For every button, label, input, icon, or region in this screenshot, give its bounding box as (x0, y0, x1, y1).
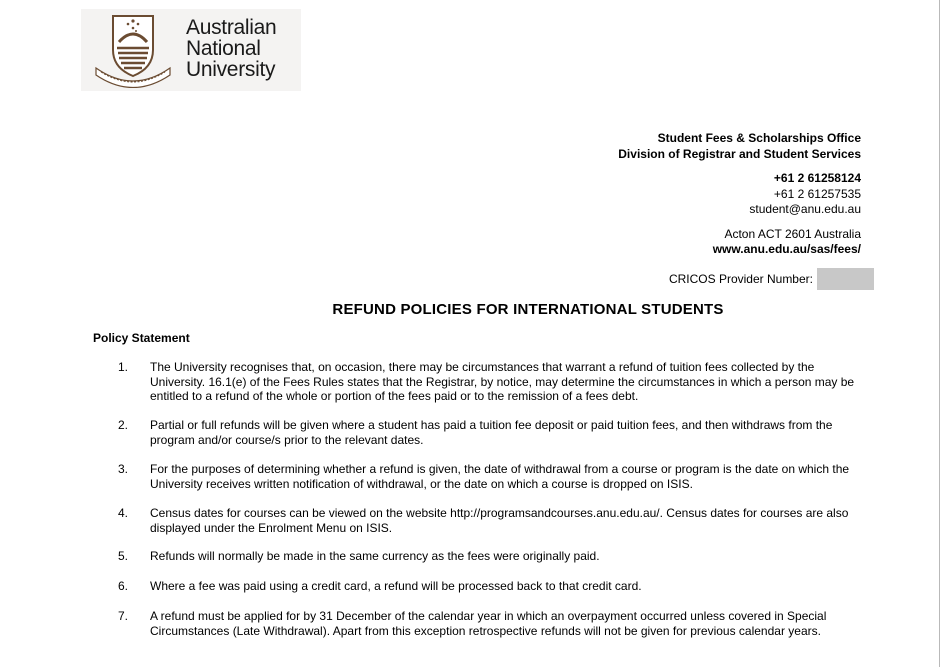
logo-line-2: National (186, 37, 261, 60)
list-item-number: 7. (118, 609, 129, 623)
list-item-number: 3. (118, 462, 129, 476)
list-item-text: Partial or full refunds will be given where a student has paid a tuition fee deposit or paid tuition fees, and then withdraws from the program and/or course/s prior to the relevant dates. (150, 418, 833, 447)
cricos-label: CRICOS Provider Number: (668, 272, 813, 286)
list-item-number: 4. (118, 506, 129, 520)
list-item (118, 579, 858, 594)
list-item (118, 549, 858, 564)
address: Acton ACT 2601 Australia (724, 226, 861, 241)
list-item-number: 6. (118, 579, 129, 593)
list-item-text: Where a fee was paid using a credit card, a refund will be processed back to that credit card. (150, 579, 642, 593)
website: www.anu.edu.au/sas/fees/ (712, 242, 861, 256)
logo-wordmark (186, 17, 276, 80)
page-edge (939, 0, 940, 667)
list-item-number: 5. (118, 549, 129, 563)
office-name: Student Fees & Scholarships Office (657, 131, 861, 145)
phone-secondary: +61 2 61257535 (773, 186, 861, 201)
contact-block (618, 131, 861, 258)
anu-logo (81, 9, 301, 91)
list-item-text: For the purposes of determining whether a refund is given, the date of withdrawal from a course or program is the date on which the University receives written notification of withdrawal, or the date on which a course is dropped on ISIS. (150, 462, 850, 491)
list-item-text: A refund must be applied for by 31 December of the calendar year in which an overpayment occurred unless covered in Special Circumstances (Late Withdrawal). Apart from this exception retrospective refunds will not be given for previous calendar years. (150, 609, 827, 638)
document-title: REFUND POLICIES FOR INTERNATIONAL STUDENTS (332, 301, 724, 318)
section-heading: Policy Statement (93, 331, 190, 345)
redacted-box (817, 268, 874, 290)
cricos-row (669, 268, 874, 290)
list-item-number: 1. (118, 360, 129, 374)
logo-line-3: University (186, 58, 276, 81)
list-item-text: Refunds will normally be made in the same currency as the fees were originally paid. (150, 549, 600, 563)
list-item (118, 360, 858, 404)
list-item (118, 609, 858, 638)
list-item (118, 418, 858, 447)
phone-primary: +61 2 61258124 (773, 171, 861, 185)
list-item (118, 506, 858, 535)
list-item-text: Census dates for courses can be viewed on the website http://programsandcourses.anu.edu.au/. Census dates for courses are also displayed under the Enrolment Menu on ISIS. (150, 506, 849, 535)
list-item-number: 2. (118, 418, 129, 432)
division-name: Division of Registrar and Student Services (618, 146, 861, 161)
anu-crest-icon (93, 12, 173, 88)
list-item (118, 462, 858, 491)
contact-email: student@anu.edu.au (749, 202, 861, 216)
list-item-text: The University recognises that, on occasion, there may be circumstances that warrant a refund of tuition fees collected by the University. 16.1(e) of the Fees Rules states that the Registrar, by notice, may determine the circumstances in which a person may be entitled to a refund of the whole or portion of the fees paid or to the remission of a fees debt. (150, 360, 855, 403)
logo-line-1: Australian (186, 16, 277, 39)
